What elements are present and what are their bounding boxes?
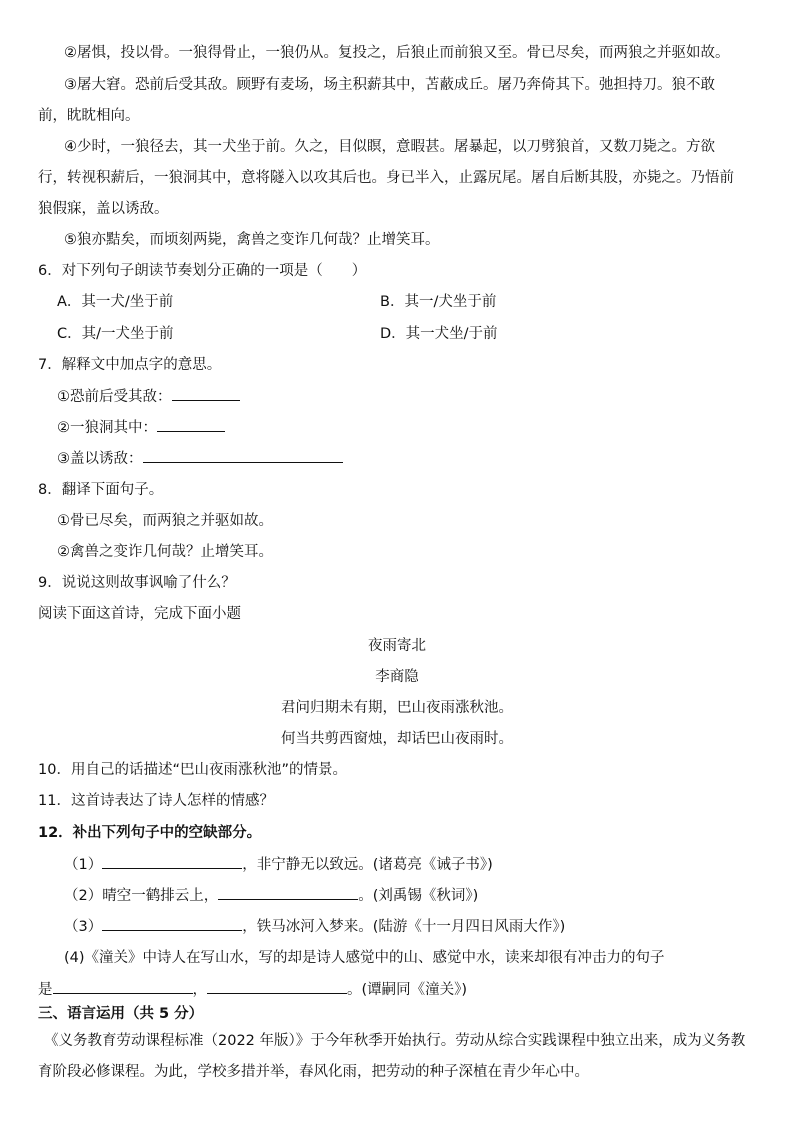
- poem-instruction: 阅读下面这首诗，完成下面小题: [38, 606, 241, 622]
- section-3-paragraph: 《义务教育劳动课程标准（2022 年版）》于今年秋季开始执行。劳动从综合实践课程中独立出来，成为义务教: [44, 1033, 746, 1049]
- item-suffix: 。(谭嗣同《潼关》): [347, 982, 468, 998]
- question-7-item-2: [57, 417, 779, 438]
- option-d: D．其一犬坐/于前: [380, 326, 498, 342]
- item-prefix: （3）: [64, 919, 103, 935]
- option-c: C．其/一犬坐于前: [57, 326, 174, 342]
- question-6-stem: 6．对下列句子朗读节奏划分正确的一项是（ ）: [38, 263, 367, 279]
- poem-line-2: 何当共剪西窗烛，却话巴山夜雨时。: [281, 731, 513, 747]
- poem-author: 李商隐: [375, 669, 419, 685]
- question-8-item-2: ②禽兽之变诈几何哉？止增笑耳。: [57, 544, 273, 560]
- passage-paragraph-2: ②屠惧，投以骨。一狼得骨止，一狼仍从。复投之，后狼止而前狼又至。骨已尽矣，而两狼之并驱如故。: [64, 45, 730, 61]
- item-prefix: （1）: [64, 857, 103, 873]
- answer-blank[interactable]: [157, 417, 225, 432]
- question-12-item-4-cont: [38, 979, 760, 1000]
- option-b: B．其一/犬坐于前: [380, 294, 497, 310]
- question-9-stem: 9．说说这则故事讽喻了什么？: [38, 575, 236, 591]
- option-a: A．其一犬/坐于前: [57, 294, 174, 310]
- question-12-item-3: [64, 916, 786, 937]
- question-12-item-1: [64, 854, 786, 875]
- question-8-item-1: ①骨已尽矣，而两狼之并驱如故。: [57, 513, 273, 529]
- question-8-stem: 8．翻译下面句子。: [38, 482, 164, 498]
- item-prefix: （2）晴空一鹤排云上，: [64, 888, 219, 904]
- item-text: ②一狼洞其中：: [57, 420, 157, 436]
- passage-paragraph-3: ③屠大窘。恐前后受其敌。顾野有麦场，场主积薪其中，苫蔽成丘。屠乃奔倚其下。弛担持刀。狼不敢: [64, 77, 715, 93]
- passage-paragraph-4: ④少时，一狼径去，其一犬坐于前。久之，目似瞑，意暇甚。屠暴起，以刀劈狼首，又数刀毙之。方欲: [64, 139, 715, 155]
- section-3-heading: 三、语言运用（共 5 分）: [38, 1006, 204, 1022]
- answer-blank[interactable]: [143, 448, 343, 463]
- answer-blank[interactable]: [218, 885, 358, 900]
- question-7-item-3: [57, 448, 779, 469]
- question-10-stem: 10．用自己的话描述“巴山夜雨涨秋池”的情景。: [38, 762, 347, 778]
- question-12-item-4: (4)《潼关》中诗人在写山水，写的却是诗人感觉中的山、感觉中水，读来却很有冲击力的句子: [64, 950, 665, 966]
- answer-blank[interactable]: [53, 979, 193, 994]
- item-suffix: ，非宁静无以致远。(诸葛亮《诫子书》): [242, 857, 493, 873]
- poem-title: 夜雨寄北: [368, 638, 426, 654]
- answer-blank[interactable]: [207, 979, 347, 994]
- passage-paragraph-4-cont1: 行，转视积薪后，一狼洞其中，意将隧入以攻其后也。身已半入，止露尻尾。屠自后断其股，亦毙之。乃悟前: [38, 170, 734, 186]
- item-separator: ，: [192, 982, 207, 998]
- poem-line-1: 君问归期未有期，巴山夜雨涨秋池。: [281, 700, 513, 716]
- answer-blank[interactable]: [172, 386, 240, 401]
- question-7-stem: 7．解释文中加点字的意思。: [38, 357, 222, 373]
- question-11-stem: 11．这首诗表达了诗人怎样的情感？: [38, 793, 274, 809]
- item-suffix: ，铁马冰河入梦来。(陆游《十一月四日风雨大作》): [242, 919, 566, 935]
- item-text: ③盖以诱敌：: [57, 451, 143, 467]
- question-12-stem: 12．补出下列句子中的空缺部分。: [38, 825, 262, 841]
- passage-paragraph-3-cont: 前，眈眈相向。: [38, 108, 140, 124]
- passage-paragraph-4-cont2: 狼假寐，盖以诱敌。: [38, 201, 169, 217]
- section-3-paragraph-cont: 育阶段必修课程。为此，学校多措并举，春风化雨，把劳动的种子深植在青少年心中。: [38, 1064, 589, 1080]
- question-7-item-1: [57, 386, 779, 407]
- answer-blank[interactable]: [102, 916, 242, 931]
- answer-blank[interactable]: [102, 854, 242, 869]
- passage-paragraph-5: ⑤狼亦黠矣，而顷刻两毙，禽兽之变诈几何哉？止增笑耳。: [64, 232, 440, 248]
- item-text: ①恐前后受其敌：: [57, 389, 172, 405]
- item-suffix: 。(刘禹锡《秋词》): [358, 888, 479, 904]
- question-12-item-2: [64, 885, 786, 906]
- item-prefix: 是: [38, 982, 53, 998]
